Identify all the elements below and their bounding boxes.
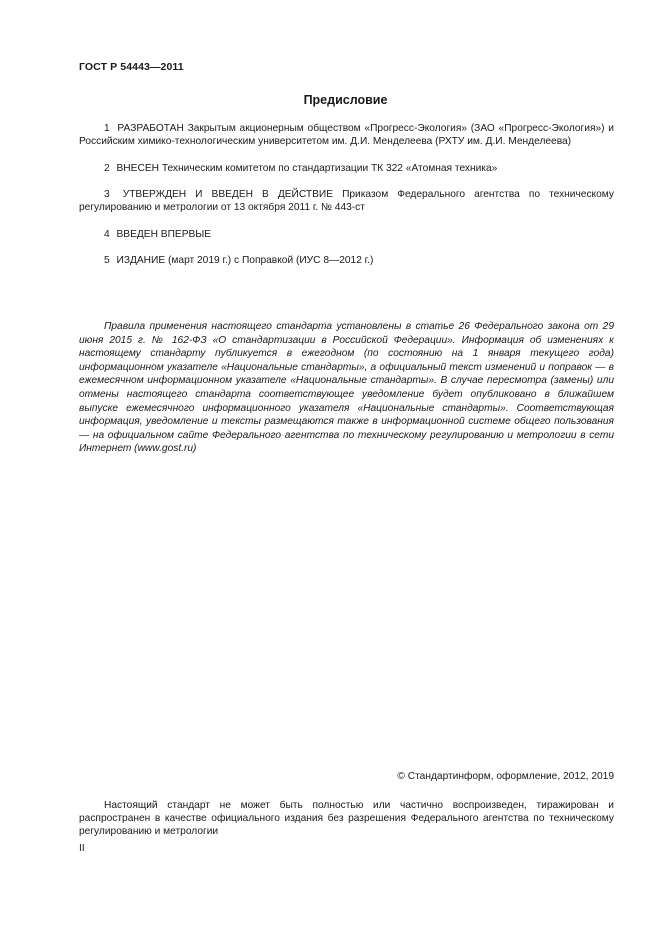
usage-notice: Правила применения настоящего стандарта установлены в статье 26 Федерального закона от 29 июня 2015 г. № 162-ФЗ «О стандартизации в Российской Федерации». Информация об изменениях к настоящему стандарту публикуется в ежегодном (по состоянию на 1 января текущего года) информационном указателе «Национальные стандарты», а официальный текст изменений и поправок — в ежемесячном информационном указателе «Национальные стандарты». В случае пересмотра (замены) или отмены настоящего стандарта соответствующее уведомление будет опубликовано в ближайшем выпуске ежемесячного информационного указателя «Национальные стандарты». Соответствующая информация, уведомление и тексты размещаются также в информационной системе общего пользования — на официальном сайте Федерального агентства по техническому регулированию и метрологии в сети Интернет (www.gost.ru) xyxy=(79,321,614,455)
item-number: 2 xyxy=(104,162,110,174)
page-title: Предисловие xyxy=(303,93,388,107)
copyright-line: © Стандартинформ, оформление, 2012, 2019 xyxy=(397,771,614,782)
preface-item-2 xyxy=(79,162,614,175)
preface-item-1 xyxy=(79,122,614,148)
item-label: ВВЕДЕН ВПЕРВЫЕ xyxy=(116,228,212,240)
preface-item-5 xyxy=(79,254,614,267)
item-text: Приказом Федерального агентства по техническому регулированию и метрологии от 13 октября 2011 г. № 443-ст xyxy=(79,189,614,213)
item-label: УТВЕРЖДЕН И ВВЕДЕН В ДЕЙСТВИЕ xyxy=(122,189,334,200)
item-text: Техническим комитетом по стандартизации ТК 322 «Атомная техника» xyxy=(161,162,498,174)
item-text: Закрытым акционерным обществом «Прогресс-Экология» (ЗАО «Прогресс-Экология») и Российским химико-технологическим университетом им. Д.И. Менделеева (РХТУ им. Д.И. Менделеева) xyxy=(79,123,614,147)
item-label: РАЗРАБОТАН xyxy=(117,123,184,134)
item-label: ИЗДАНИЕ xyxy=(116,255,166,266)
page-number: II xyxy=(79,843,85,854)
standard-code-header: ГОСТ Р 54443—2011 xyxy=(79,61,184,73)
item-number: 5 xyxy=(104,255,110,266)
item-number: 4 xyxy=(104,228,110,240)
preface-items xyxy=(79,122,614,267)
item-text: (март 2019 г.) с Поправкой (ИУС 8—2012 г.) xyxy=(168,255,374,266)
preface-item-3 xyxy=(79,188,614,214)
item-number: 1 xyxy=(104,123,110,134)
item-label: ВНЕСЕН xyxy=(116,162,159,174)
item-number: 3 xyxy=(104,189,110,200)
preface-item-4 xyxy=(79,228,614,241)
reproduction-notice: Настоящий стандарт не может быть полностью или частично воспроизведен, тиражирован и распространен в качестве официального издания без разрешения Федерального агентства по техническому регулированию и метрологии xyxy=(79,800,614,837)
